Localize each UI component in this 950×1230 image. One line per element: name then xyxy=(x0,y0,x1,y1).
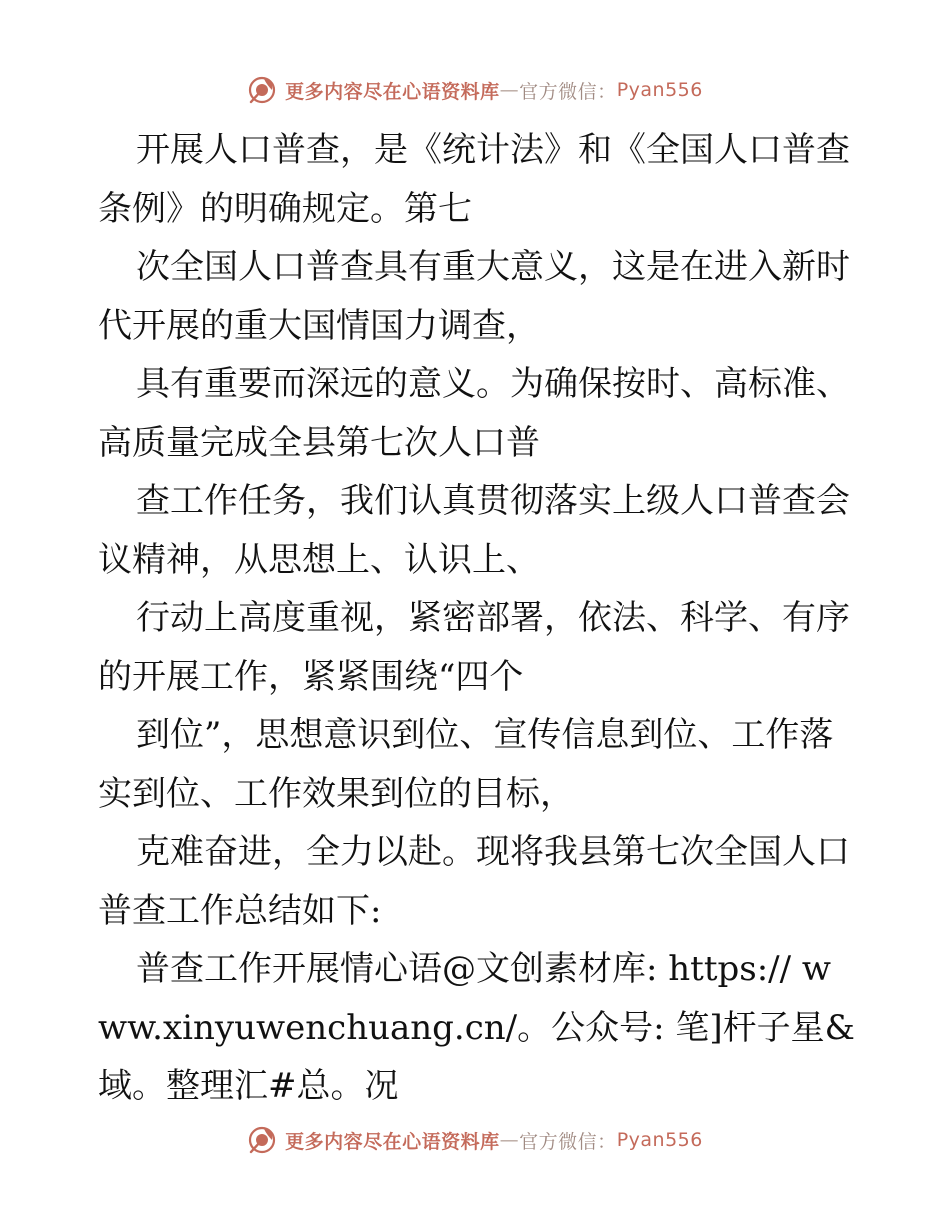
feather-pen-circle-icon xyxy=(247,75,277,105)
banner-dash: — xyxy=(499,79,520,101)
paragraph-1: 开展人口普查，是《统计法》和《全国人口普查条例》的明确规定。第七 xyxy=(98,130,850,229)
header-watermark-banner xyxy=(0,70,950,110)
banner-wechat-id: Pyan556 xyxy=(616,1129,703,1151)
paragraph-2: 次全国人口普查具有重大意义，这是在进入新时代开展的重大国情国力调查， xyxy=(98,247,850,346)
banner-wechat-label: 官方微信： xyxy=(519,1130,617,1153)
banner-main-text: 更多内容尽在心语资料库 xyxy=(285,1130,500,1153)
banner-wechat-id: Pyan556 xyxy=(616,79,703,101)
paragraph-8: 普查工作开展情心语@文创素材库: https:// www.xinyuwenchuang.cn/。公众号: 笔]杆子星&域。整理汇#总。况 xyxy=(98,949,855,1106)
paragraph-5: 行动上高度重视，紧密部署，依法、科学、有序的开展工作，紧紧围绕“四个 xyxy=(98,598,850,697)
banner-main-text: 更多内容尽在心语资料库 xyxy=(285,80,500,103)
paragraph-6: 到位”，思想意识到位、宣传信息到位、工作落实到位、工作效果到位的目标， xyxy=(98,715,834,814)
paragraph-3: 具有重要而深远的意义。为确保按时、高标准、高质量完成全县第七次人口普 xyxy=(98,364,850,463)
footer-watermark-banner xyxy=(0,1120,950,1160)
banner-wechat-label: 官方微信： xyxy=(519,80,617,103)
banner-dash: — xyxy=(499,1129,520,1151)
paragraph-4: 查工作任务，我们认真贯彻落实上级人口普查会议精神，从思想上、认识上、 xyxy=(98,481,850,580)
paragraph-7: 克难奋进，全力以赴。现将我县第七次全国人口普查工作总结如下: xyxy=(98,832,850,931)
feather-pen-circle-icon xyxy=(247,1125,277,1155)
document-body xyxy=(98,121,858,1116)
